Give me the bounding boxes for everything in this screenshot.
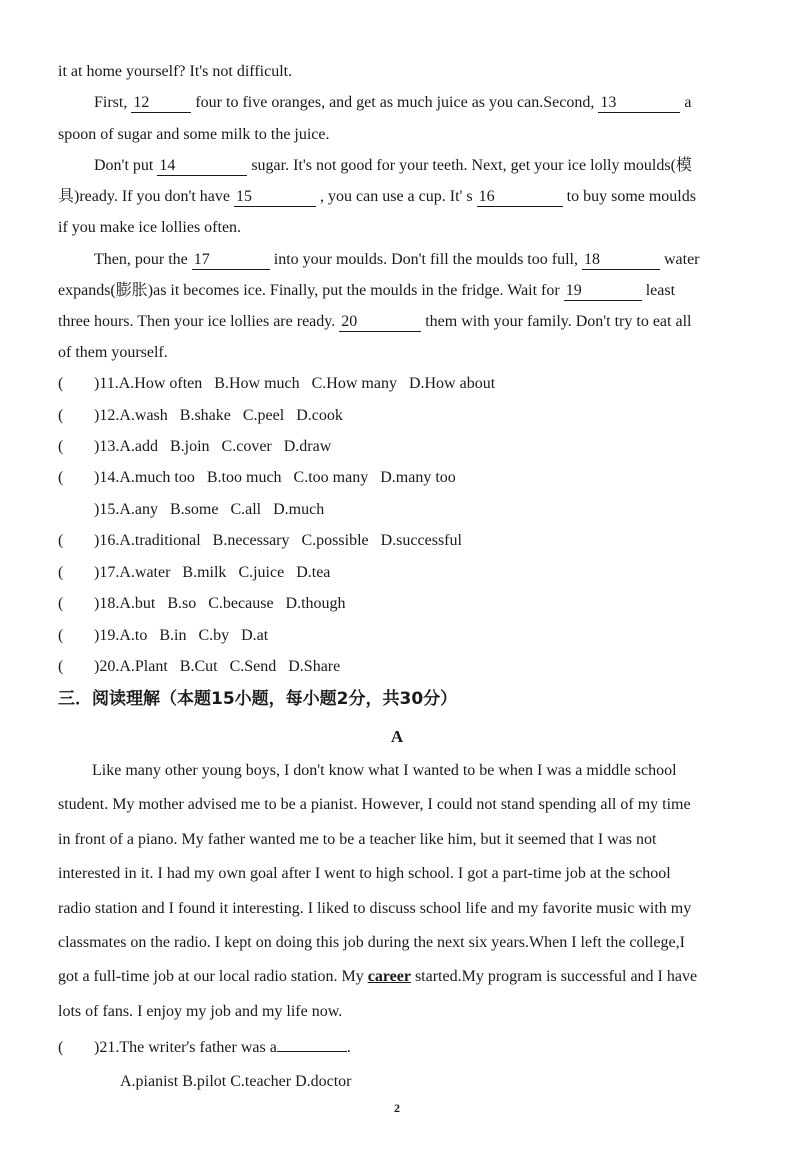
option-c[interactable]: C.cover (221, 438, 272, 455)
text: water (663, 251, 700, 268)
text: Don't put (94, 157, 158, 174)
text: into your moulds. Don't fill the moulds too full, (273, 251, 582, 268)
question-number: )15. (94, 501, 120, 518)
cloze-line-10 (58, 343, 168, 363)
option-a[interactable]: A.wash (119, 407, 168, 424)
answer-paren[interactable]: ( (58, 469, 64, 486)
option-d[interactable]: D.Share (288, 658, 341, 675)
cloze-line-1 (58, 62, 292, 82)
passage-line-2: student. My mother advised me to be a pianist. However, I could not stand spending all of my time (58, 796, 691, 813)
blank-21[interactable] (277, 1051, 347, 1052)
cloze-line-2 (94, 93, 691, 113)
blank-19[interactable]: 19 (564, 282, 642, 301)
option-a[interactable]: A.water (119, 564, 171, 581)
question-19[interactable] (58, 626, 280, 646)
text: Then, pour the (94, 251, 192, 268)
option-b[interactable]: B.Cut (179, 658, 218, 675)
option-b[interactable]: B.milk (182, 564, 227, 581)
question-text: )21.The writer's father was a (94, 1039, 277, 1056)
option-a[interactable]: A.any (119, 501, 158, 518)
option-d[interactable]: D.cook (296, 407, 343, 424)
option-a[interactable]: A.traditional (119, 532, 201, 549)
cloze-line-3 (58, 125, 330, 145)
option-c[interactable]: C.too many (293, 469, 369, 486)
blank-13[interactable]: 13 (598, 94, 680, 113)
option-d[interactable]: D.at (241, 627, 269, 644)
passage-line-4: interested in it. I had my own goal after I went to high school. I got a part-time job at the school (58, 865, 671, 882)
question-15[interactable] (58, 500, 336, 520)
answer-paren[interactable]: ( (58, 564, 64, 581)
answer-paren[interactable]: ( (58, 532, 64, 549)
option-d[interactable]: D.How about (408, 375, 496, 392)
option-c[interactable]: C.by (198, 627, 230, 644)
option-d[interactable]: D.many too (380, 469, 456, 486)
answer-paren[interactable]: ( (58, 438, 64, 455)
text: 具)ready. If you don't have (58, 188, 231, 205)
question-12[interactable] (58, 406, 355, 426)
question-number: )12. (94, 407, 120, 424)
answer-paren[interactable]: ( (58, 595, 64, 612)
passage-line-1: Like many other young boys, I don't know what I wanted to be when I was a middle school (92, 762, 677, 779)
cloze-line-4 (94, 156, 692, 176)
question-18[interactable] (58, 594, 358, 614)
option-c[interactable]: C.How many (311, 375, 397, 392)
option-d[interactable]: D.tea (296, 564, 331, 581)
option-d[interactable]: D.though (285, 595, 346, 612)
option-b[interactable]: B.necessary (212, 532, 290, 549)
option-a[interactable]: A.add (119, 438, 158, 455)
passage-line-3: in front of a piano. My father wanted me to be a teacher like him, but it seemed that I was not (58, 831, 657, 848)
passage-line-6: classmates on the radio. I kept on doing this job during the next six years.When I left the college,I (58, 934, 685, 951)
answer-paren[interactable]: ( (58, 627, 64, 644)
question-number: )11. (94, 375, 119, 392)
text: of them yourself. (58, 344, 168, 361)
cloze-line-6 (58, 218, 241, 238)
option-a[interactable]: A.Plant (119, 658, 168, 675)
question-number: )14. (94, 469, 120, 486)
cloze-line-8 (58, 281, 675, 301)
option-c[interactable]: C.possible (301, 532, 369, 549)
option-b[interactable]: B.How much (214, 375, 300, 392)
text: got a full-time job at our local radio station. My (58, 968, 368, 985)
page-number: 2 (394, 1101, 400, 1115)
option-b[interactable]: B.shake (179, 407, 231, 424)
question-number: )19. (94, 627, 120, 644)
text: if you make ice lollies often. (58, 219, 242, 236)
passage-label: A (390, 727, 404, 746)
text: them with your family. Don't try to eat all (425, 313, 692, 330)
underlined-word-career: career (367, 968, 411, 985)
answer-paren[interactable]: ( (58, 375, 64, 392)
question-16[interactable] (58, 531, 474, 551)
blank-16[interactable]: 16 (477, 188, 563, 207)
text: to buy some moulds (566, 188, 696, 205)
blank-18[interactable]: 18 (582, 251, 660, 270)
text: least (645, 282, 676, 299)
option-c[interactable]: C.because (208, 595, 274, 612)
passage-line-8: lots of fans. I enjoy my job and my life now. (58, 1003, 343, 1020)
text: First, (94, 94, 132, 111)
text: sugar. It's not good for your teeth. Next, get your ice lolly moulds(模 (251, 157, 692, 174)
option-a[interactable]: A.but (119, 595, 156, 612)
blank-20[interactable]: 20 (339, 313, 421, 332)
text: , you can use a cup. It' s (320, 188, 477, 205)
option-d[interactable]: D.draw (283, 438, 332, 455)
text: spoon of sugar and some milk to the juice. (58, 126, 330, 143)
option-a[interactable]: A.How often (118, 375, 203, 392)
text: expands(膨胀)as it becomes ice. Finally, put the moulds in the fridge. Wait for (58, 282, 564, 299)
question-11[interactable] (58, 374, 507, 394)
text: four to five oranges, and get as much juice as you can.Second, (195, 94, 599, 111)
text: a (684, 94, 692, 111)
question-number: )17. (94, 564, 120, 581)
answer-paren[interactable]: ( (58, 407, 64, 424)
blank-14[interactable]: 14 (157, 157, 247, 176)
passage-line-7 (58, 967, 697, 987)
question-number: )20. (94, 658, 120, 675)
blank-12[interactable]: 12 (131, 94, 191, 113)
section-heading: 三．阅读理解（本题15小题，每小题2分，共30分） (58, 689, 458, 709)
option-a[interactable]: A.to (119, 627, 148, 644)
option-b[interactable]: B.so (167, 595, 197, 612)
option-c[interactable]: C.juice (238, 564, 285, 581)
option-b[interactable]: B.some (169, 501, 219, 518)
text: it at home yourself? It's not difficult. (58, 63, 293, 80)
option-d[interactable]: D.much (273, 501, 325, 518)
option-d[interactable]: D.successful (380, 532, 462, 549)
question-21-options[interactable]: A.pianist B.pilot C.teacher D.doctor (120, 1073, 352, 1090)
option-c[interactable]: C.all (230, 501, 262, 518)
question-21[interactable] (58, 1038, 351, 1058)
question-13[interactable] (58, 437, 343, 457)
question-number: )18. (94, 595, 120, 612)
cloze-line-9 (58, 312, 691, 332)
question-20[interactable] (58, 657, 352, 677)
question-14[interactable] (58, 468, 468, 488)
option-c[interactable]: C.peel (242, 407, 285, 424)
passage-line-5: radio station and I found it interesting. I liked to discuss school life and my favorite music with my (58, 900, 692, 917)
question-number: )13. (94, 438, 120, 455)
answer-paren[interactable]: ( (58, 1039, 64, 1056)
option-b[interactable]: B.join (169, 438, 210, 455)
text: three hours. Then your ice lollies are ready. (58, 313, 340, 330)
text: started.My program is successful and I have (410, 968, 698, 985)
option-c[interactable]: C.Send (229, 658, 277, 675)
text: . (346, 1039, 351, 1056)
cloze-line-7 (94, 250, 700, 270)
answer-paren[interactable]: ( (58, 658, 64, 675)
option-b[interactable]: B.too much (206, 469, 282, 486)
blank-17[interactable]: 17 (192, 251, 270, 270)
question-number: )16. (94, 532, 120, 549)
option-b[interactable]: B.in (159, 627, 187, 644)
blank-15[interactable]: 15 (234, 188, 316, 207)
option-a[interactable]: A.much too (119, 469, 195, 486)
cloze-line-5 (58, 187, 696, 207)
question-17[interactable] (58, 563, 342, 583)
